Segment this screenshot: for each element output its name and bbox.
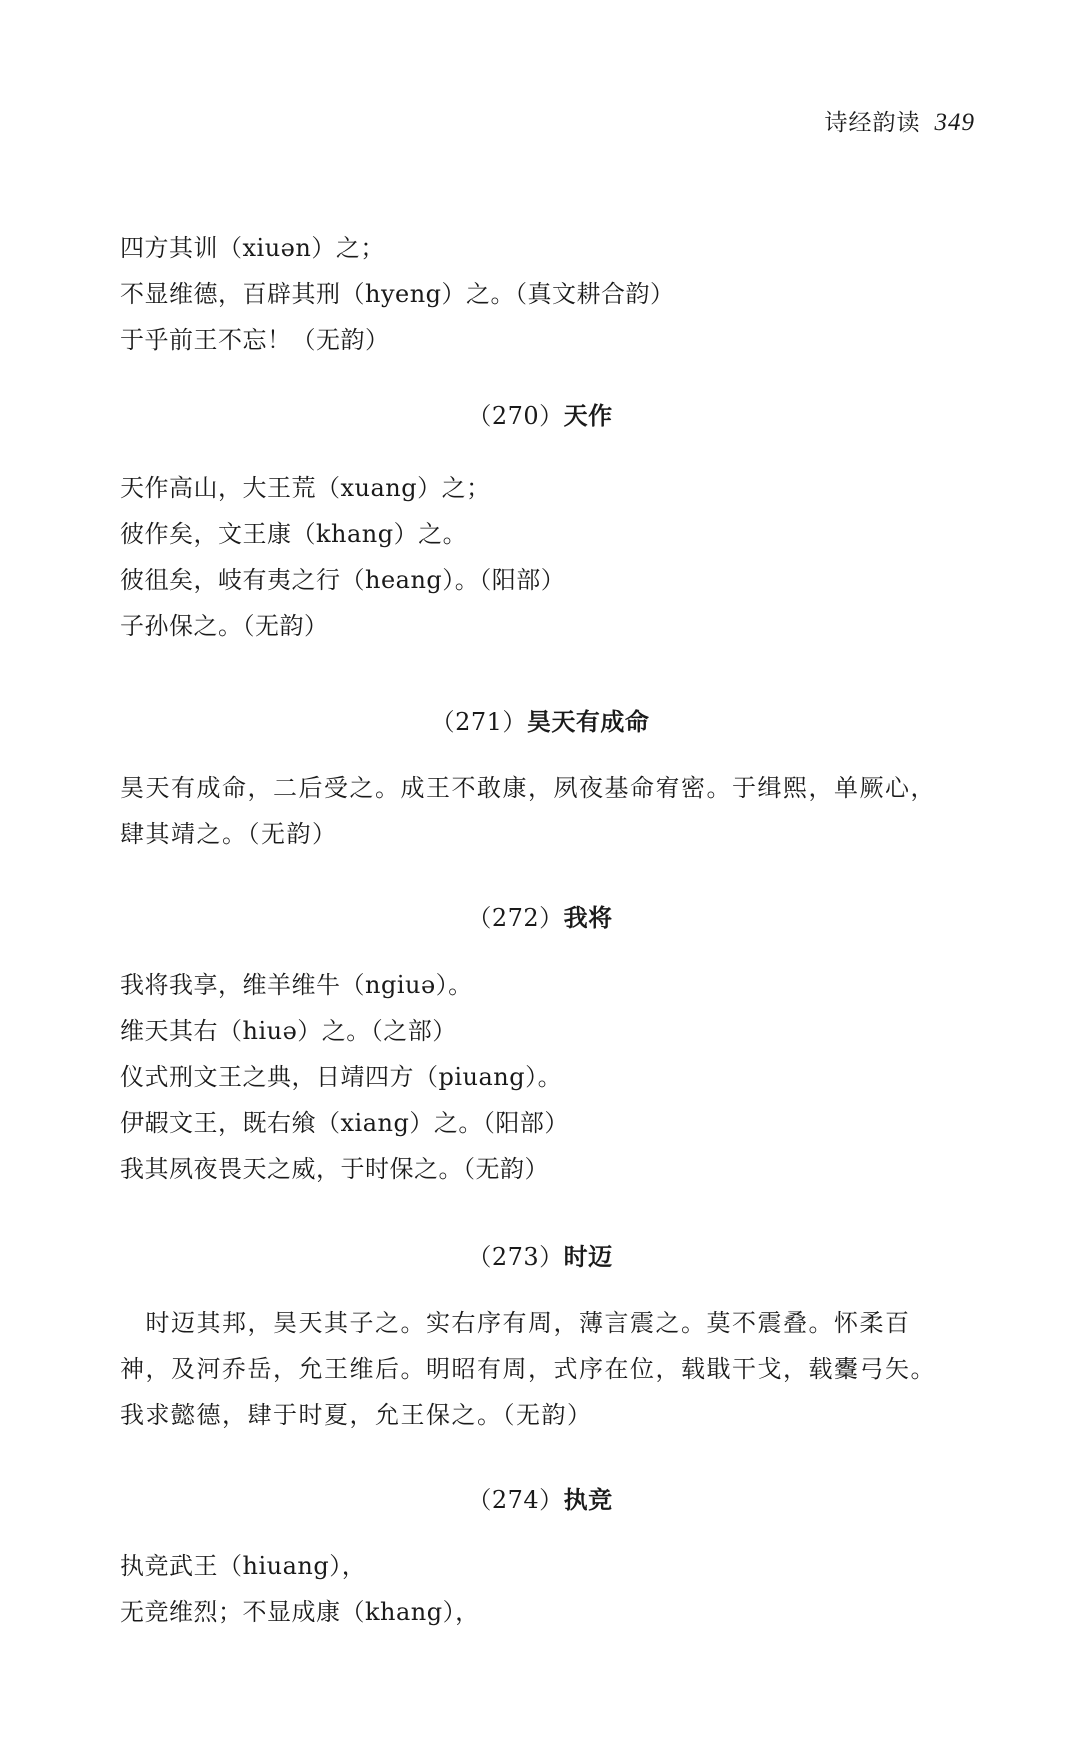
poem-heading-272 xyxy=(0,898,1080,933)
poem-title: 我将 xyxy=(563,903,613,932)
poem-number: （271） xyxy=(430,708,527,736)
verse-line: 伊嘏文王，既右飨（xiang）之。（阳部） xyxy=(120,1109,569,1137)
verse-line: 子孙保之。（无韵） xyxy=(120,612,329,640)
poem-272-body xyxy=(120,962,980,1192)
poem-heading-274 xyxy=(0,1480,1080,1515)
verse-line: 于乎前王不忘！（无韵） xyxy=(120,326,390,354)
poem-number: （270） xyxy=(467,402,564,430)
poem-continuation xyxy=(120,225,980,363)
verse-line: 维天其右（hiuə）之。（之部） xyxy=(120,1017,457,1045)
poem-title: 天作 xyxy=(563,401,613,430)
poem-heading-270 xyxy=(0,396,1080,431)
verse-line: 彼作矣，文王康（khang）之。 xyxy=(120,520,468,548)
verse-line: 仪式刑文王之典，日靖四方（piuang）。 xyxy=(120,1063,563,1091)
poem-title: 昊天有成命 xyxy=(526,707,650,736)
poem-title: 时迈 xyxy=(563,1242,613,1271)
verse-line: 我其夙夜畏天之威，于时保之。（无韵） xyxy=(120,1155,549,1183)
poem-270-body xyxy=(120,465,980,649)
prose-line: 神，及河乔岳，允王维后。明昭有周，式序在位，载戢干戈，载櫜弓矢。 xyxy=(120,1355,936,1383)
poem-heading-273 xyxy=(0,1237,1080,1272)
page-number: 349 xyxy=(934,109,975,136)
verse-line: 天作高山，大王荒（xuang）之； xyxy=(120,474,491,502)
poem-title: 执竞 xyxy=(563,1485,613,1514)
poem-274-body xyxy=(120,1543,980,1635)
poem-number: （273） xyxy=(467,1243,564,1271)
verse-line: 不显维德，百辟其刑（hyeng）之。（真文耕合韵） xyxy=(120,280,675,308)
prose-line: 昊天有成命，二后受之。成王不敢康，夙夜基命宥密。于缉熙，单厥心， xyxy=(120,774,936,802)
verse-line: 执竞武王（hiuang）， xyxy=(120,1552,367,1580)
prose-line: 我求懿德，肆于时夏，允王保之。（无韵） xyxy=(120,1401,593,1429)
running-head-title: 诗经韵读 xyxy=(824,110,921,136)
verse-line: 彼徂矣，岐有夷之行（heang）。（阳部） xyxy=(120,566,566,594)
verse-line: 我将我享，维羊维牛（ngiuə）。 xyxy=(120,971,473,999)
prose-line: 肆其靖之。（无韵） xyxy=(120,820,338,848)
poem-number: （274） xyxy=(467,1486,564,1514)
poem-number: （272） xyxy=(467,904,564,932)
prose-line: 时迈其邦，昊天其子之。实右序有周，薄言震之。莫不震叠。怀柔百 xyxy=(120,1309,911,1337)
poem-273-body xyxy=(120,1300,980,1438)
verse-line: 无竞维烈；不显成康（khang）， xyxy=(120,1598,480,1626)
running-head xyxy=(825,104,976,137)
poem-heading-271 xyxy=(0,702,1080,737)
poem-271-body xyxy=(120,765,980,857)
verse-line: 四方其训（xiuən）之； xyxy=(120,234,385,262)
